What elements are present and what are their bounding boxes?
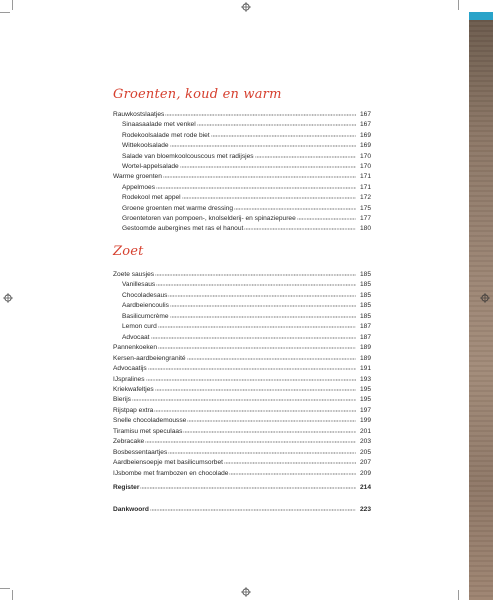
toc-entry (113, 172, 371, 182)
dot-leader (154, 408, 356, 414)
registration-mark-icon (3, 293, 13, 303)
toc-entry (113, 193, 371, 203)
toc-entry-page-number: 185 (359, 302, 371, 310)
dot-leader (158, 345, 356, 351)
toc-entry-page-number: 203 (359, 438, 371, 446)
crop-mark (0, 588, 10, 589)
toc-entry-title: Advocaatijs (113, 365, 147, 373)
toc-entry-page-number: 223 (359, 506, 371, 513)
toc-entry (113, 152, 371, 162)
toc-entry (113, 375, 371, 385)
toc-entry-title: Sinaasaalade met venkel (122, 121, 196, 129)
dot-leader (170, 303, 356, 309)
crop-mark (458, 590, 459, 600)
toc-entry-page-number: 209 (359, 469, 371, 477)
toc-entry-title: Basilicumcrème (122, 312, 169, 320)
toc-entry-page-number: 214 (359, 484, 371, 491)
dot-leader (234, 206, 356, 212)
toc-entry-page-number: 201 (359, 427, 371, 435)
toc-entry (113, 416, 371, 426)
dot-leader (244, 226, 356, 232)
toc-entry (113, 505, 371, 515)
toc-entry-title: Zoete sausjes (113, 271, 155, 278)
toc-entry-page-number: 170 (359, 163, 371, 170)
toc-entry (113, 162, 371, 172)
toc-entry-page-number: 169 (359, 142, 371, 150)
toc-entry-page-number: 185 (359, 271, 371, 278)
dot-leader (180, 164, 356, 170)
toc-entry-title: Bosbessentaartjes (113, 448, 168, 456)
toc-entry-title: Kriekwafeltjes (113, 385, 154, 393)
toc-entry-page-number: 207 (359, 459, 371, 467)
toc-entry-title: Advocaat (122, 333, 150, 341)
toc-entry-page-number: 199 (359, 417, 371, 425)
toc-entry (113, 354, 371, 364)
dot-leader (183, 429, 356, 435)
toc-entry (113, 120, 371, 130)
toc-entry-title: Groentetoren van pompoen-, knolselderij- en spinaziepuree (122, 215, 296, 222)
dot-leader (140, 485, 356, 491)
dot-leader (132, 397, 356, 403)
toc-entry-page-number: 197 (359, 406, 371, 414)
section-heading-groenten: Groenten, koud en warm (113, 87, 282, 102)
toc-entry (113, 270, 371, 280)
toc-entry-title: Groene groenten met warme dressing (122, 204, 234, 212)
toc-entry (113, 280, 371, 290)
toc-entry (113, 385, 371, 395)
toc-entry-page-number: 191 (359, 365, 371, 373)
toc-entry-title: Gestoomde aubergines met ras el hanout (122, 225, 244, 233)
dot-leader (145, 439, 356, 445)
toc-entry-page-number: 185 (359, 312, 371, 320)
toc-entry (113, 131, 371, 141)
toc-entry-page-number: 195 (359, 396, 371, 404)
toc-entry-title: IJsbombe met frambozen en chocolade (113, 469, 229, 477)
toc-entry-title: Pannenkoeken (113, 344, 157, 352)
dot-leader (170, 143, 356, 149)
dot-leader (229, 471, 356, 477)
section-heading-zoet: Zoet (113, 244, 144, 259)
toc-entry-title: Wittekoolsalade (122, 142, 169, 150)
registration-mark-icon (480, 293, 490, 303)
dot-leader (163, 174, 356, 180)
dot-leader (224, 460, 356, 466)
dot-leader (187, 418, 356, 424)
crop-mark (12, 590, 13, 600)
toc-entry-title: Tiramisu met speculaas (113, 427, 183, 435)
toc-entry-title: IJspralines (113, 375, 145, 383)
toc-entry (113, 214, 371, 224)
dot-leader (170, 314, 356, 320)
dot-leader (255, 154, 356, 160)
toc-entry-title: Rauwkostslaatjes (113, 111, 165, 118)
toc-entry-page-number: 193 (359, 375, 371, 383)
crop-mark (0, 12, 10, 13)
toc-entry-page-number: 195 (359, 385, 371, 393)
toc-entry-page-number: 185 (359, 281, 371, 289)
toc-entry (113, 291, 371, 301)
toc-entry (113, 312, 371, 322)
toc-entry (113, 448, 371, 458)
toc-entry-page-number: 175 (359, 204, 371, 212)
toc-entry-title: Warme groenten (113, 173, 162, 181)
dot-leader (168, 450, 356, 456)
dot-leader (297, 216, 356, 222)
toc-entry-page-number: 187 (359, 323, 371, 331)
edge-color-tab (469, 12, 493, 20)
toc-entry-page-number: 172 (359, 194, 371, 202)
dot-leader (148, 366, 356, 372)
dot-leader (197, 122, 356, 128)
toc-entry-title: Kersen-aardbeiengranité (113, 354, 186, 362)
toc-entry-title: Register (113, 484, 140, 491)
toc-entry-title: Rodekool met appel (122, 194, 181, 202)
toc-entry-title: Dankwoord (113, 506, 149, 513)
toc-entry (113, 483, 371, 493)
toc-entry-title: Bierijs (113, 396, 131, 404)
dot-leader (146, 377, 356, 383)
toc-entry (113, 183, 371, 193)
toc-entry-title: Rijstpap extra (113, 406, 154, 414)
toc-entry-title: Wortel-appelsalade (122, 163, 179, 170)
toc-entry-page-number: 171 (359, 173, 371, 181)
edge-wood-texture (469, 20, 493, 600)
toc-entry-page-number: 167 (359, 121, 371, 129)
dot-leader (156, 282, 356, 288)
toc-entry-page-number: 189 (359, 354, 371, 362)
toc-entry-page-number: 177 (359, 215, 371, 222)
toc-entry-page-number: 170 (359, 152, 371, 160)
toc-entry-page-number: 205 (359, 448, 371, 456)
dot-leader (165, 112, 356, 118)
toc-entry-page-number: 189 (359, 344, 371, 352)
toc-entry (113, 110, 371, 120)
dot-leader (158, 324, 356, 330)
toc-entry-title: Snelle chocolademousse (113, 417, 187, 425)
toc-entry-title: Rodekoolsalade met rode biet (122, 131, 210, 139)
toc-entry (113, 141, 371, 151)
toc-entry (113, 406, 371, 416)
toc-entry (113, 224, 371, 234)
toc-entry (113, 437, 371, 447)
registration-mark-icon (241, 587, 251, 597)
crop-mark (12, 0, 13, 10)
dot-leader (156, 185, 356, 191)
toc-entry (113, 395, 371, 405)
dot-leader (168, 293, 356, 299)
registration-mark-icon (241, 2, 251, 12)
toc-entry-page-number: 167 (359, 111, 371, 118)
toc-entry (113, 322, 371, 332)
toc-entry (113, 204, 371, 214)
toc-entry-title: Vanillesaus (122, 281, 156, 289)
dot-leader (155, 387, 356, 393)
dot-leader (151, 335, 357, 341)
dot-leader (187, 356, 356, 362)
toc-entry-title: Chocoladesaus (122, 291, 168, 299)
toc-entry (113, 458, 371, 468)
toc-entry (113, 364, 371, 374)
toc-entry (113, 333, 371, 343)
toc-entry (113, 301, 371, 311)
toc-entry-title: Appelmoes (122, 183, 155, 191)
toc-entry (113, 427, 371, 437)
toc-entry-title: Zebracake (113, 438, 145, 446)
toc-entry-title: Salade van bloemkoolcouscous met radijsjes (122, 152, 254, 160)
toc-entry-title: Lemon curd (122, 323, 157, 331)
toc-entry-page-number: 171 (359, 183, 371, 191)
toc-entry-page-number: 169 (359, 131, 371, 139)
dot-leader (211, 133, 356, 139)
crop-mark (458, 0, 459, 10)
toc-entry (113, 469, 371, 479)
dot-leader (155, 272, 356, 278)
toc-entry-title: Aardbeiensoepje met basilicumsorbet (113, 459, 223, 467)
dot-leader (150, 507, 356, 513)
toc-entry-page-number: 180 (359, 225, 371, 233)
toc-entry (113, 343, 371, 353)
dot-leader (182, 195, 356, 201)
toc-entry-page-number: 185 (359, 291, 371, 299)
toc-entry-title: Aardbeiencoulis (122, 302, 169, 310)
toc-entry-page-number: 187 (359, 333, 371, 341)
